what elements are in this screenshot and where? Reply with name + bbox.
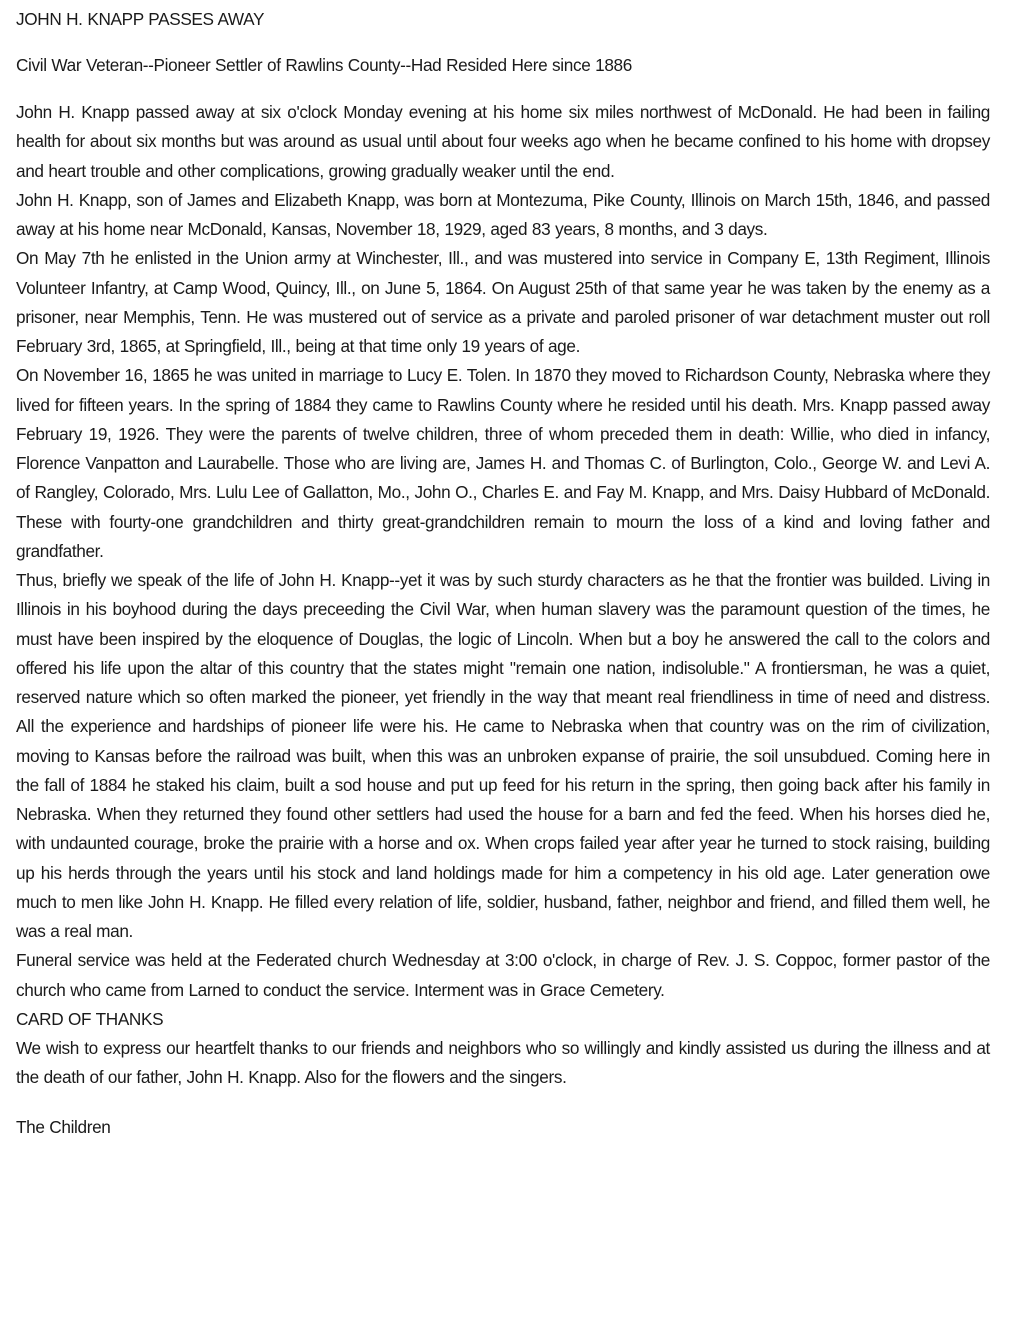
paragraph-funeral: Funeral service was held at the Federated church Wednesday at 3:00 o'clock, in charge of Rev. J. S. Coppoc, former pastor of the church who came from Larned to conduct the service. Interment was in Grace Cemetery. [16, 950, 990, 1000]
paragraph-tribute: Thus, briefly we speak of the life of John H. Knapp--yet it was by such sturdy characters as he that the frontier was builded. Living in Illinois in his boyhood during the days preceeding the Civil War, when human slavery was the paramount question of the times, he must have been inspired by the eloquence of Douglas, the logic of Lincoln. When but a boy he answered the call to the colors and offered his life upon the altar of this country that the states might "remain one nation, indisoluble." A frontiersman, he was a quiet, reserved nature which so often marked the pioneer, yet friendly in the way that meant real friendliness in time of need and distress. All the experience and hardships of pioneer life were his. He came to Nebraska when that country was on the rim of civilization, moving to Kansas before the railroad was built, when this was an unbroken expanse of prairie, the soil unsubdued. Coming here in the fall of 1884 he staked his claim, built a sod house and put up feed for his return in the spring, then going back after his family in Nebraska. When they returned they found other settlers had used the house for a barn and fed the feed. When his horses died he, with undaunted courage, broke the prairie with a horse and ox. When crops failed year after year he turned to stock raising, building up his herds through the years until his stock and land holdings made for him a competency in his old age. Later generation owe much to men like John H. Knapp. He filled every relation of life, soldier, husband, father, neighbor and friend, and filled them well, he was a real man. [16, 570, 990, 941]
obituary-document [16, 6, 990, 1140]
card-of-thanks-heading: CARD OF THANKS [16, 1008, 164, 1029]
card-of-thanks-text: We wish to express our heartfelt thanks to our friends and neighbors who so willingly and kindly assisted us during the illness and at the death of our father, John H. Knapp. Also for the flowers and the singers. [16, 1038, 990, 1088]
article-body [16, 98, 990, 1093]
paragraph-military-service: On May 7th he enlisted in the Union army at Winchester, Ill., and was mustered into service in Company E, 13th Regiment, Illinois Volunteer Infantry, at Camp Wood, Quincy, Ill., on June 5, 1864. On August 25th of that same year he was taken by the enemy as a prisoner, near Memphis, Tenn. He was mustered out of service as a private and paroled prisoner of war detachment muster out roll February 3rd, 1865, at Springfield, Ill., being at that time only 19 years of age. [16, 248, 990, 356]
paragraph-marriage-family: On November 16, 1865 he was united in marriage to Lucy E. Tolen. In 1870 they moved to Richardson County, Nebraska where they lived for fifteen years. In the spring of 1884 they came to Rawlins County where he resided until his death. Mrs. Knapp passed away February 19, 1926. They were the parents of twelve children, three of whom preceded them in death: Willie, who died in infancy, Florence Vanpatton and Laurabelle. Those who are living are, James H. and Thomas C. of Burlington, Colo., George W. and Levi A. of Rangley, Colorado, Mrs. Lulu Lee of Gallatton, Mo., John O., Charles E. and Fay M. Knapp, and Mrs. Daisy Hubbard of McDonald. These with fourty-one grandchildren and thirty great-grandchildren remain to mourn the loss of a kind and loving father and grandfather. [16, 365, 990, 561]
paragraph-birth: John H. Knapp, son of James and Elizabeth Knapp, was born at Montezuma, Pike County, Illinois on March 15th, 1846, and passed away at his home near McDonald, Kansas, November 18, 1929, aged 83 years, 8 months, and 3 days. [16, 189, 990, 239]
article-title: JOHN H. KNAPP PASSES AWAY [16, 9, 265, 29]
paragraph-death-notice: John H. Knapp passed away at six o'clock Monday evening at his home six miles northwest of McDonald. He had been in failing health for about six months but was around as usual until about four weeks ago when he became confined to his home with dropsey and heart trouble and other complications, growing gradually weaker until the end. [16, 102, 990, 181]
article-subtitle: Civil War Veteran--Pioneer Settler of Rawlins County--Had Resided Here since 1886 [16, 55, 632, 75]
signature: The Children [16, 1116, 111, 1137]
